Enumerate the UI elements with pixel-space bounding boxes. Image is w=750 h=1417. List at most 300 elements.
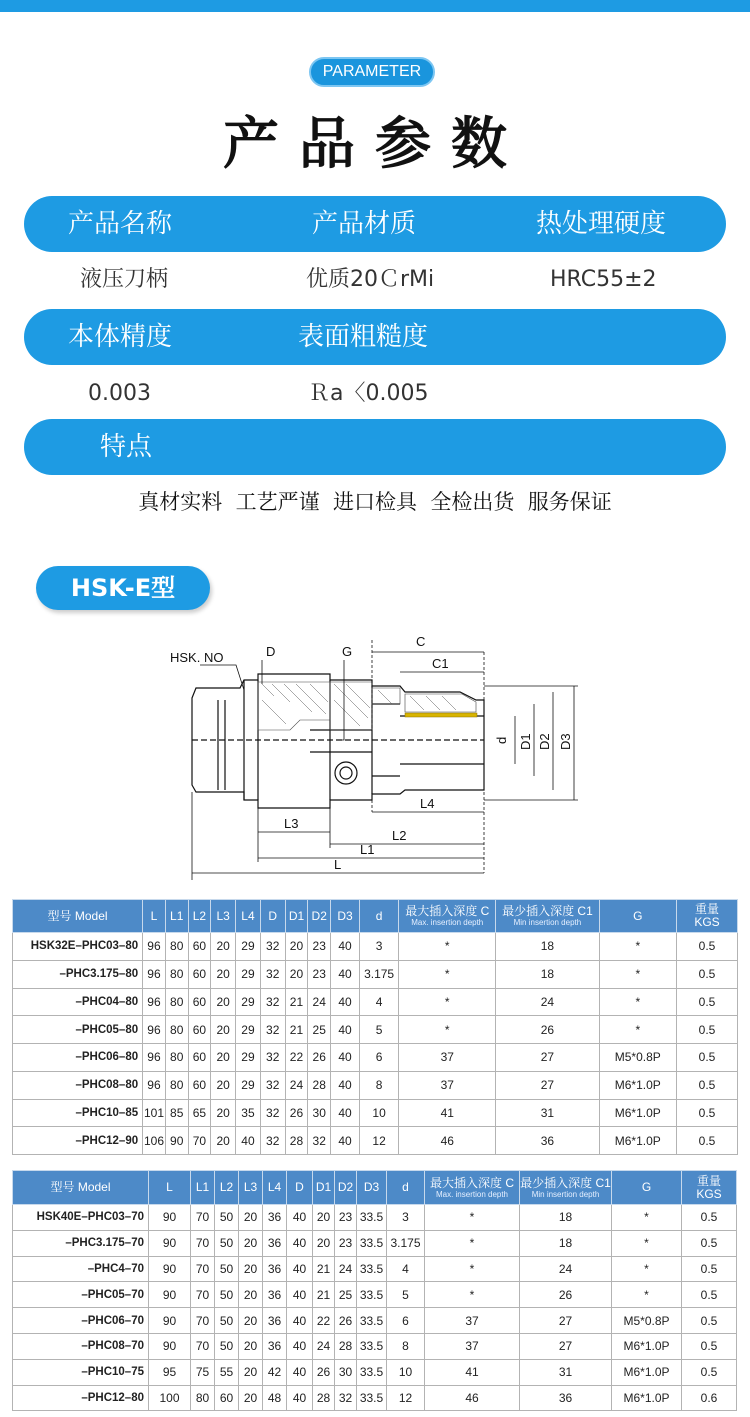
table-cell: * xyxy=(399,988,496,1016)
model-cell: –PHC12–80 xyxy=(13,1385,149,1411)
table-cell: 23 xyxy=(308,933,331,961)
table-cell: 28 xyxy=(335,1333,357,1359)
param-header-bar-2 xyxy=(24,309,726,365)
model-cell: –PHC08–80 xyxy=(13,1071,143,1099)
table-cell: 26 xyxy=(496,1016,599,1044)
table-cell: 70 xyxy=(191,1282,215,1308)
table-cell: * xyxy=(399,1016,496,1044)
table-cell: 28 xyxy=(308,1071,331,1099)
table-row xyxy=(13,1205,737,1231)
header-l3: L3 xyxy=(239,1171,263,1205)
value-product-material: 优质20ＣrMi xyxy=(306,267,435,292)
table-cell: 33.5 xyxy=(357,1256,387,1282)
table-cell: 24 xyxy=(308,988,331,1016)
header-max-depth: 最大插入深度 C Max. insertion depth xyxy=(399,900,496,933)
table-cell: 0.6 xyxy=(682,1385,737,1411)
table-cell: 100 xyxy=(149,1385,191,1411)
label-features: 特点 xyxy=(100,432,153,462)
model-cell: –PHC06–70 xyxy=(13,1308,149,1334)
table-cell: 10 xyxy=(359,1099,398,1127)
table-row xyxy=(13,1230,737,1256)
table-cell: M6*1.0P xyxy=(599,1071,676,1099)
header-min-depth: 最少插入深度 C1 Min insertion depth xyxy=(520,1171,612,1205)
table-cell: 27 xyxy=(496,1071,599,1099)
table-cell: 40 xyxy=(287,1230,313,1256)
table-cell: 32 xyxy=(260,1127,285,1155)
table-cell: 80 xyxy=(165,1071,188,1099)
header-l2: L2 xyxy=(215,1171,239,1205)
table-cell: 22 xyxy=(313,1308,335,1334)
table-cell: 20 xyxy=(211,933,236,961)
table-cell: 20 xyxy=(239,1256,263,1282)
drawing-label-c1: C1 xyxy=(432,656,449,671)
header-g: G xyxy=(612,1171,682,1205)
model-cell: –PHC3.175–80 xyxy=(13,960,143,988)
table-cell: M6*1.0P xyxy=(599,1099,676,1127)
table-cell: 5 xyxy=(387,1282,425,1308)
table-cell: 96 xyxy=(143,1016,166,1044)
table-cell: 0.5 xyxy=(682,1333,737,1359)
table-cell: * xyxy=(425,1282,520,1308)
label-product-name: 产品名称 xyxy=(68,209,173,239)
table-cell: 40 xyxy=(331,988,360,1016)
table-row xyxy=(13,1385,737,1411)
top-accent-bar xyxy=(0,0,750,12)
header-l: L xyxy=(143,900,166,933)
table-cell: 28 xyxy=(285,1127,308,1155)
label-surface-roughness: 表面粗糙度 xyxy=(298,322,429,352)
table-cell: 33.5 xyxy=(357,1230,387,1256)
table-header-row xyxy=(13,1171,737,1205)
table-cell: * xyxy=(399,960,496,988)
table-cell: 41 xyxy=(425,1359,520,1385)
model-type-tab: HSK-E型 xyxy=(36,566,210,610)
table-cell: 29 xyxy=(236,933,261,961)
table-cell: 90 xyxy=(149,1282,191,1308)
table-cell: 46 xyxy=(425,1385,520,1411)
table-cell: 36 xyxy=(520,1385,612,1411)
table-cell: 50 xyxy=(215,1205,239,1231)
drawing-label-d-upper: D xyxy=(266,644,276,659)
param-value-row-1 xyxy=(24,258,726,302)
table-cell: 0.5 xyxy=(677,988,738,1016)
table-cell: 50 xyxy=(215,1333,239,1359)
label-heat-hardness: 热处理硬度 xyxy=(536,209,667,239)
table-cell: 31 xyxy=(496,1099,599,1127)
table-cell: 80 xyxy=(165,960,188,988)
table-cell: 36 xyxy=(263,1256,287,1282)
table-cell: 29 xyxy=(236,1016,261,1044)
param-header-bar-3 xyxy=(24,419,726,475)
spec-table-hsk40e xyxy=(12,1170,737,1411)
table-cell: 40 xyxy=(331,1099,360,1127)
table-cell: * xyxy=(425,1205,520,1231)
table-cell: 0.5 xyxy=(682,1205,737,1231)
table-cell: 40 xyxy=(331,1127,360,1155)
table-cell: 80 xyxy=(165,988,188,1016)
table-cell: 18 xyxy=(496,933,599,961)
table-cell: 36 xyxy=(263,1230,287,1256)
header-weight: 重量 KGS xyxy=(677,900,738,933)
table-cell: 96 xyxy=(143,1071,166,1099)
table-cell: 65 xyxy=(188,1099,211,1127)
table-cell: 30 xyxy=(335,1359,357,1385)
table-cell: 96 xyxy=(143,960,166,988)
table-cell: 80 xyxy=(191,1385,215,1411)
table-cell: 96 xyxy=(143,1044,166,1072)
table-cell: 12 xyxy=(359,1127,398,1155)
table-cell: 60 xyxy=(188,1071,211,1099)
features-text: 真材实料 工艺严谨 进口检具 全检出货 服务保证 xyxy=(138,490,612,514)
table-cell: 24 xyxy=(520,1256,612,1282)
table-cell: 36 xyxy=(263,1333,287,1359)
table-cell: 101 xyxy=(143,1099,166,1127)
model-cell: –PHC04–80 xyxy=(13,988,143,1016)
table-cell: 0.5 xyxy=(682,1230,737,1256)
table-cell: 33.5 xyxy=(357,1282,387,1308)
table-cell: * xyxy=(425,1230,520,1256)
model-cell: –PHC12–90 xyxy=(13,1127,143,1155)
table-cell: 8 xyxy=(359,1071,398,1099)
table-cell: 27 xyxy=(520,1333,612,1359)
parameter-badge: PARAMETER xyxy=(309,57,435,87)
table-cell: 20 xyxy=(313,1205,335,1231)
header-d1: D1 xyxy=(285,900,308,933)
header-d3: D3 xyxy=(331,900,360,933)
header-model: 型号 Model xyxy=(13,1171,149,1205)
table-cell: 0.5 xyxy=(677,1099,738,1127)
header-model: 型号 Model xyxy=(13,900,143,933)
header-l4: L4 xyxy=(236,900,261,933)
table-cell: 29 xyxy=(236,960,261,988)
table-cell: 32 xyxy=(308,1127,331,1155)
table-cell: 36 xyxy=(263,1282,287,1308)
table-cell: 20 xyxy=(211,1016,236,1044)
table-cell: 70 xyxy=(191,1230,215,1256)
table-cell: 90 xyxy=(149,1308,191,1334)
header-d1: D1 xyxy=(313,1171,335,1205)
table-row xyxy=(13,1044,738,1072)
drawing-label-d1: D1 xyxy=(518,733,533,750)
table-cell: 48 xyxy=(263,1385,287,1411)
drawing-label-l3: L3 xyxy=(284,816,299,831)
header-weight: 重量 KGS xyxy=(682,1171,737,1205)
table-cell: * xyxy=(425,1256,520,1282)
header-d-small: d xyxy=(387,1171,425,1205)
header-l4: L4 xyxy=(263,1171,287,1205)
table-cell: 6 xyxy=(387,1308,425,1334)
table-cell: 40 xyxy=(331,1016,360,1044)
table-cell: 32 xyxy=(260,933,285,961)
table-row xyxy=(13,933,738,961)
model-cell: –PHC4–70 xyxy=(13,1256,149,1282)
table-cell: 24 xyxy=(313,1333,335,1359)
table-cell: 60 xyxy=(188,933,211,961)
table-cell: 40 xyxy=(287,1385,313,1411)
table-cell: 40 xyxy=(287,1256,313,1282)
table-cell: 0.5 xyxy=(677,1071,738,1099)
table-cell: 36 xyxy=(263,1308,287,1334)
table-cell: 40 xyxy=(331,960,360,988)
header-l: L xyxy=(149,1171,191,1205)
table-cell: 24 xyxy=(335,1256,357,1282)
table-cell: 30 xyxy=(308,1099,331,1127)
table-row xyxy=(13,1127,738,1155)
table-cell: 23 xyxy=(335,1230,357,1256)
table-cell: 21 xyxy=(313,1256,335,1282)
table-cell: 95 xyxy=(149,1359,191,1385)
table-cell: 0.5 xyxy=(682,1308,737,1334)
table-cell: 75 xyxy=(191,1359,215,1385)
table-cell: 33.5 xyxy=(357,1308,387,1334)
table-cell: 32 xyxy=(260,1099,285,1127)
table-cell: 50 xyxy=(215,1308,239,1334)
table-cell: * xyxy=(612,1282,682,1308)
table-cell: 20 xyxy=(313,1230,335,1256)
header-d2: D2 xyxy=(335,1171,357,1205)
table-cell: 31 xyxy=(520,1359,612,1385)
table-row xyxy=(13,1071,738,1099)
table-cell: M5*0.8P xyxy=(612,1308,682,1334)
table-cell: 3 xyxy=(359,933,398,961)
table-cell: 32 xyxy=(260,1016,285,1044)
model-cell: –PHC3.175–70 xyxy=(13,1230,149,1256)
table-cell: 20 xyxy=(239,1359,263,1385)
drawing-label-g: G xyxy=(342,644,353,659)
drawing-label-hsk-no: HSK. NO xyxy=(170,650,224,665)
table-cell: 20 xyxy=(211,988,236,1016)
table-cell: 35 xyxy=(236,1099,261,1127)
table-cell: 24 xyxy=(285,1071,308,1099)
model-cell: HSK32E–PHC03–80 xyxy=(13,933,143,961)
table-cell: 70 xyxy=(191,1308,215,1334)
value-product-name: 液压刀柄 xyxy=(80,267,169,292)
table-cell: 70 xyxy=(191,1205,215,1231)
table-cell: 3 xyxy=(387,1205,425,1231)
table-cell: 29 xyxy=(236,1071,261,1099)
table-cell: 70 xyxy=(188,1127,211,1155)
table-cell: 0.5 xyxy=(677,1127,738,1155)
header-l1: L1 xyxy=(191,1171,215,1205)
header-g: G xyxy=(599,900,676,933)
table-cell: 20 xyxy=(211,960,236,988)
table-cell: 60 xyxy=(215,1385,239,1411)
table-cell: 80 xyxy=(165,1016,188,1044)
table-cell: 20 xyxy=(211,1127,236,1155)
table-cell: 37 xyxy=(425,1308,520,1334)
header-l2: L2 xyxy=(188,900,211,933)
table-cell: 96 xyxy=(143,988,166,1016)
header-d2: D2 xyxy=(308,900,331,933)
table-cell: 23 xyxy=(308,960,331,988)
table-cell: 41 xyxy=(399,1099,496,1127)
table-cell: 26 xyxy=(520,1282,612,1308)
table-cell: * xyxy=(612,1205,682,1231)
table-cell: 20 xyxy=(285,960,308,988)
table-cell: 20 xyxy=(239,1333,263,1359)
drawing-label-d2: D2 xyxy=(537,733,552,750)
model-cell: –PHC06–80 xyxy=(13,1044,143,1072)
value-body-precision: 0.003 xyxy=(88,381,151,406)
highlight-sleeve xyxy=(405,713,477,717)
table-cell: 21 xyxy=(313,1282,335,1308)
table-cell: 32 xyxy=(335,1385,357,1411)
drawing-label-c: C xyxy=(416,634,426,649)
table-cell: 22 xyxy=(285,1044,308,1072)
label-product-material: 产品材质 xyxy=(312,209,417,239)
page-title: 产品参数 xyxy=(223,112,527,177)
table-cell: 20 xyxy=(211,1071,236,1099)
table-cell: 3.175 xyxy=(387,1230,425,1256)
table-cell: 25 xyxy=(335,1282,357,1308)
table-cell: 33.5 xyxy=(357,1333,387,1359)
table-cell: 33.5 xyxy=(357,1205,387,1231)
table-cell: 60 xyxy=(188,988,211,1016)
table-cell: 40 xyxy=(331,1071,360,1099)
table-cell: 5 xyxy=(359,1016,398,1044)
table-cell: 18 xyxy=(520,1230,612,1256)
table-cell: 36 xyxy=(263,1205,287,1231)
table-cell: 0.5 xyxy=(677,933,738,961)
table-cell: M6*1.0P xyxy=(612,1359,682,1385)
table-cell: 20 xyxy=(239,1308,263,1334)
table-cell: 90 xyxy=(149,1205,191,1231)
table-cell: 80 xyxy=(165,933,188,961)
spec-table-hsk32e xyxy=(12,899,738,1155)
drawing-label-d-lower: d xyxy=(494,736,509,744)
table-cell: 40 xyxy=(287,1282,313,1308)
table-cell: 24 xyxy=(496,988,599,1016)
table-cell: 4 xyxy=(387,1256,425,1282)
table-cell: 6 xyxy=(359,1044,398,1072)
table-cell: 32 xyxy=(260,988,285,1016)
table-cell: 40 xyxy=(287,1359,313,1385)
table-cell: 96 xyxy=(143,933,166,961)
table-cell: 12 xyxy=(387,1385,425,1411)
table-cell: 37 xyxy=(399,1071,496,1099)
table-cell: 55 xyxy=(215,1359,239,1385)
table-cell: 60 xyxy=(188,960,211,988)
table-cell: 32 xyxy=(260,1044,285,1072)
table-cell: 0.5 xyxy=(682,1256,737,1282)
table-cell: 37 xyxy=(399,1044,496,1072)
model-cell: –PHC08–70 xyxy=(13,1333,149,1359)
table-cell: * xyxy=(599,1016,676,1044)
table-cell: 0.5 xyxy=(677,1016,738,1044)
table-cell: 0.5 xyxy=(682,1359,737,1385)
drawing-label-d3: D3 xyxy=(558,733,573,750)
table-cell: M6*1.0P xyxy=(612,1385,682,1411)
drawing-label-l1: L1 xyxy=(360,842,375,857)
param-header-bar-1 xyxy=(24,196,726,252)
table-cell: 23 xyxy=(335,1205,357,1231)
table-cell: 0.5 xyxy=(677,960,738,988)
table-header-row xyxy=(13,900,738,933)
table-cell: 4 xyxy=(359,988,398,1016)
table-cell: 0.5 xyxy=(682,1282,737,1308)
table-cell: * xyxy=(612,1230,682,1256)
drawing-label-l4: L4 xyxy=(420,796,435,811)
table-cell: 90 xyxy=(149,1333,191,1359)
table-cell: 33.5 xyxy=(357,1359,387,1385)
table-row xyxy=(13,988,738,1016)
table-cell: 50 xyxy=(215,1230,239,1256)
table-cell: 37 xyxy=(425,1333,520,1359)
table-cell: 25 xyxy=(308,1016,331,1044)
table-cell: 20 xyxy=(239,1385,263,1411)
table-cell: 20 xyxy=(211,1099,236,1127)
table-cell: 85 xyxy=(165,1099,188,1127)
table-cell: 32 xyxy=(260,1071,285,1099)
table-cell: 40 xyxy=(287,1308,313,1334)
table-cell: 21 xyxy=(285,988,308,1016)
table-cell: * xyxy=(599,960,676,988)
table-cell: 18 xyxy=(520,1205,612,1231)
table-cell: 27 xyxy=(520,1308,612,1334)
table-cell: 28 xyxy=(313,1385,335,1411)
table-row xyxy=(13,960,738,988)
table-cell: 3.175 xyxy=(359,960,398,988)
table-cell: 33.5 xyxy=(357,1385,387,1411)
table-cell: 8 xyxy=(387,1333,425,1359)
table-cell: 90 xyxy=(149,1230,191,1256)
table-cell: 42 xyxy=(263,1359,287,1385)
table-cell: 26 xyxy=(335,1308,357,1334)
table-cell: 29 xyxy=(236,988,261,1016)
table-row xyxy=(13,1256,737,1282)
table-cell: 26 xyxy=(313,1359,335,1385)
header-d-small: d xyxy=(359,900,398,933)
model-cell: –PHC05–80 xyxy=(13,1016,143,1044)
table-cell: 40 xyxy=(287,1205,313,1231)
table-cell: 106 xyxy=(143,1127,166,1155)
table-cell: 50 xyxy=(215,1256,239,1282)
table-cell: 50 xyxy=(215,1282,239,1308)
table-cell: 26 xyxy=(285,1099,308,1127)
tool-holder-drawing xyxy=(160,630,590,885)
table-row xyxy=(13,1099,738,1127)
table-cell: * xyxy=(599,933,676,961)
table-cell: 90 xyxy=(165,1127,188,1155)
table-cell: 70 xyxy=(191,1333,215,1359)
table-cell: 20 xyxy=(285,933,308,961)
table-cell: 32 xyxy=(260,960,285,988)
table-cell: M6*1.0P xyxy=(612,1333,682,1359)
table-cell: 80 xyxy=(165,1044,188,1072)
table-row xyxy=(13,1359,737,1385)
table-cell: 40 xyxy=(331,933,360,961)
table-cell: 0.5 xyxy=(677,1044,738,1072)
table-cell: 20 xyxy=(239,1230,263,1256)
table-cell: 20 xyxy=(239,1205,263,1231)
table-cell: M6*1.0P xyxy=(599,1127,676,1155)
model-cell: HSK40E–PHC03–70 xyxy=(13,1205,149,1231)
table-row xyxy=(13,1016,738,1044)
table-cell: * xyxy=(599,988,676,1016)
header-d3: D3 xyxy=(357,1171,387,1205)
table-cell: * xyxy=(399,933,496,961)
table-cell: 40 xyxy=(236,1127,261,1155)
table-row xyxy=(13,1308,737,1334)
model-cell: –PHC05–70 xyxy=(13,1282,149,1308)
table-cell: 26 xyxy=(308,1044,331,1072)
header-l3: L3 xyxy=(211,900,236,933)
table-row xyxy=(13,1333,737,1359)
table-cell: 70 xyxy=(191,1256,215,1282)
table-cell: 90 xyxy=(149,1256,191,1282)
table-row xyxy=(13,1282,737,1308)
model-cell: –PHC10–75 xyxy=(13,1359,149,1385)
